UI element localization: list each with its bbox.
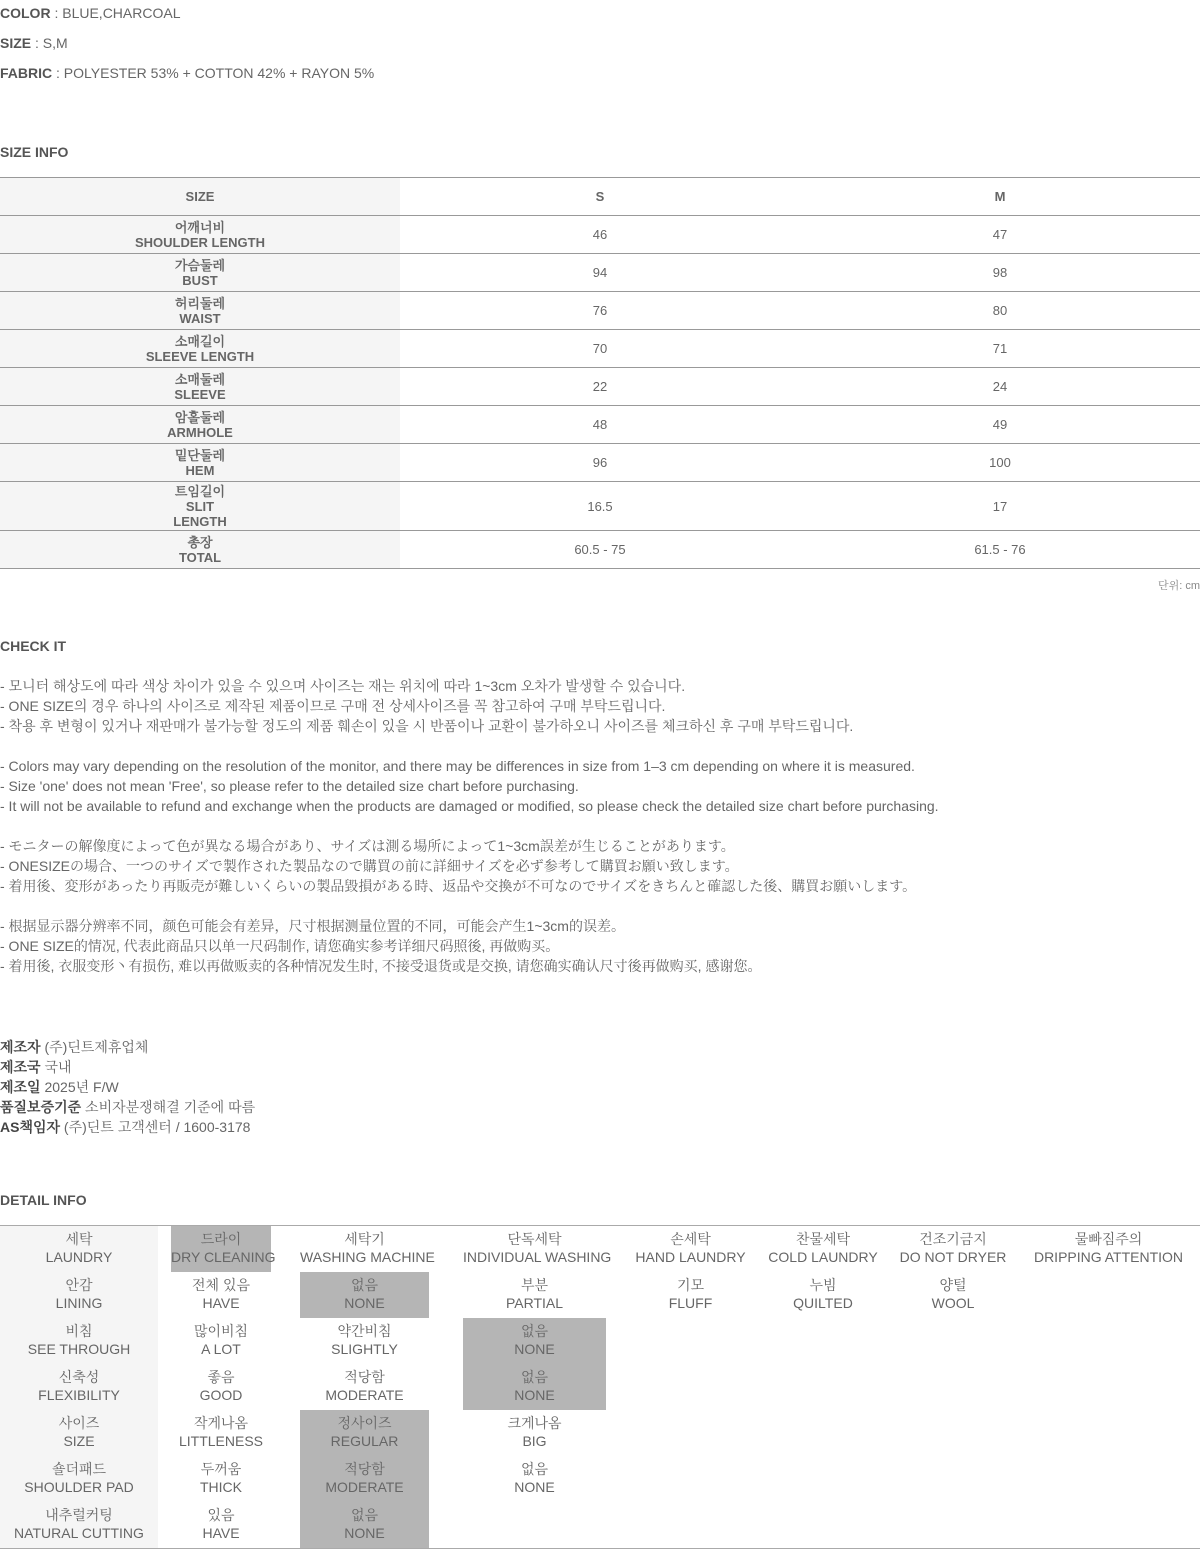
detail-row-label-en: NATURAL CUTTING bbox=[14, 1525, 144, 1541]
detail-option-ko: 있음 bbox=[207, 1507, 235, 1523]
detail-option-ko: 크게나옴 bbox=[507, 1415, 562, 1431]
detail-option-selected bbox=[300, 1410, 429, 1456]
detail-option bbox=[755, 1272, 891, 1318]
detail-row-label-ko: 안감 bbox=[65, 1277, 93, 1293]
detail-option bbox=[755, 1226, 891, 1272]
detail-row-label-ko: 숄더패드 bbox=[51, 1461, 107, 1477]
detail-option bbox=[300, 1318, 429, 1364]
size-row-label-en: ARMHOLE bbox=[167, 424, 233, 440]
size-cell-s: 96 bbox=[400, 444, 800, 482]
detail-option-ko: 전체 있음 bbox=[192, 1277, 250, 1293]
detail-row-label-en: LAUNDRY bbox=[45, 1249, 113, 1265]
size-row-label-en: WAIST bbox=[179, 310, 221, 326]
detail-row-label bbox=[0, 1272, 158, 1318]
maker-manufacturer bbox=[0, 1037, 255, 1057]
detail-row-label bbox=[0, 1456, 158, 1502]
detail-option bbox=[627, 1272, 754, 1318]
maker-date-value: 2025년 F/W bbox=[40, 1079, 119, 1095]
detail-option-en: GOOD bbox=[199, 1387, 243, 1403]
size-cell-s: 94 bbox=[400, 254, 800, 292]
check-it-ko bbox=[0, 676, 853, 736]
detail-row-label-ko: 세탁 bbox=[65, 1231, 93, 1247]
detail-option-selected bbox=[300, 1456, 429, 1502]
maker-quality-value: 소비자분쟁해결 기준에 따름 bbox=[81, 1099, 256, 1115]
size-cell-s: 48 bbox=[400, 406, 800, 444]
check-line: - 모니터 해상도에 따라 색상 차이가 있을 수 있으며 사이즈는 재는 위치에 따라 1~3cm 오차가 발생할 수 있습니다. bbox=[0, 678, 686, 694]
detail-option-selected-en: REGULAR bbox=[330, 1433, 399, 1449]
detail-option-ko: 좋음 bbox=[207, 1369, 235, 1385]
check-line: - 着用後、変形があったり再販売が難しいくらいの製品毀損がある時、返品や交換が不可なのでサイズをきちんと確認した後、購買お願いします。 bbox=[0, 878, 917, 894]
detail-option-selected bbox=[463, 1364, 606, 1410]
size-cell-m: 98 bbox=[800, 254, 1200, 292]
size-row bbox=[0, 254, 1200, 292]
detail-option-selected-ko: 적당함 bbox=[344, 1461, 385, 1477]
check-line: - ONE SIZE的情况, 代表此商品只以单一尺码制作, 请您确实参考详细尺码照後, 再做购买。 bbox=[0, 938, 560, 954]
detail-row-label-en: LINING bbox=[55, 1295, 103, 1311]
detail-option-selected-en: NONE bbox=[514, 1341, 555, 1357]
detail-option bbox=[171, 1456, 271, 1502]
detail-row-label bbox=[0, 1318, 158, 1364]
size-cell-s: 60.5 - 75 bbox=[574, 542, 626, 557]
detail-option bbox=[171, 1318, 271, 1364]
detail-option-ko: 많이비침 bbox=[193, 1323, 249, 1339]
check-it-en bbox=[0, 756, 939, 816]
size-cell-s: 16.5 bbox=[400, 482, 800, 531]
detail-option-en: FLUFF bbox=[668, 1295, 713, 1311]
check-line: - ONESIZEの場合、一つのサイズで製作された製品なので購買の前に詳細サイズを必ず参考して購買お願い致します。 bbox=[0, 858, 739, 874]
size-row-label bbox=[0, 444, 400, 482]
size-row-label-en-2: LENGTH bbox=[173, 513, 227, 529]
detail-option-selected-en: NONE bbox=[344, 1525, 385, 1541]
size-row bbox=[0, 531, 1200, 569]
size-row-label bbox=[0, 482, 400, 531]
maker-as bbox=[0, 1117, 255, 1137]
detail-option bbox=[171, 1410, 271, 1456]
maker-info bbox=[0, 1037, 255, 1137]
detail-option-selected-ko: 없음 bbox=[520, 1323, 549, 1339]
spec-color-label: COLOR bbox=[0, 5, 51, 21]
detail-option bbox=[888, 1272, 1018, 1318]
check-it-ja bbox=[0, 836, 916, 896]
spec-size-label: SIZE bbox=[0, 35, 32, 51]
size-row bbox=[0, 444, 1200, 482]
detail-option-ko: 부분 bbox=[520, 1277, 549, 1293]
detail-option-en: THICK bbox=[200, 1479, 242, 1495]
detail-option bbox=[463, 1410, 606, 1456]
detail-row-label bbox=[0, 1410, 158, 1456]
detail-option-ko: 작게나옴 bbox=[193, 1415, 249, 1431]
detail-option-ko: 적당함 bbox=[344, 1369, 385, 1385]
size-row-label-ko: 소매둘레 bbox=[174, 371, 226, 387]
detail-option-selected-en: DRY CLEANING bbox=[171, 1249, 276, 1265]
detail-option-en: COLD LAUNDRY bbox=[768, 1249, 878, 1265]
size-row-label bbox=[0, 254, 400, 292]
check-line: - ONE SIZE의 경우 하나의 사이즈로 제작된 제품이므로 구매 전 상세사이즈를 꼭 참고하여 구매 부탁드립니다. bbox=[0, 698, 666, 714]
detail-option-ko: 약간비침 bbox=[337, 1323, 392, 1339]
detail-option bbox=[888, 1226, 1018, 1272]
size-cell-m: 17 bbox=[800, 482, 1200, 531]
size-row-label-en: SLIT bbox=[185, 498, 215, 514]
size-cell-s: 70 bbox=[400, 330, 800, 368]
detail-option-ko: 기모 bbox=[676, 1277, 705, 1293]
detail-option-en: NONE bbox=[514, 1479, 555, 1495]
size-row-label bbox=[0, 330, 400, 368]
detail-option-en: WOOL bbox=[931, 1295, 975, 1311]
maker-quality bbox=[0, 1097, 255, 1117]
maker-quality-label: 품질보증기준 bbox=[0, 1099, 82, 1115]
check-line: - 착용 후 변형이 있거나 재판매가 불가능할 정도의 제품 훼손이 있을 시 반품이나 교환이 불가하오니 사이즈를 체크하신 후 구매 부탁드립니다. bbox=[0, 718, 854, 734]
detail-option-selected bbox=[300, 1502, 429, 1548]
detail-option bbox=[300, 1364, 429, 1410]
spec-fabric-label: FABRIC bbox=[0, 65, 53, 81]
detail-option bbox=[171, 1502, 271, 1548]
detail-option-selected-en: MODERATE bbox=[325, 1479, 404, 1495]
detail-row-label-ko: 비침 bbox=[65, 1323, 93, 1339]
detail-option-ko: 손세탁 bbox=[670, 1231, 711, 1247]
detail-option-selected-ko: 없음 bbox=[350, 1277, 379, 1293]
check-line: - 根据显示器分辨率不同，颜色可能会有差异，尺寸根据测量位置的不同，可能会产生1~3cm的误差。 bbox=[0, 918, 625, 934]
maker-manufacturer-value: (주)딘트제휴업체 bbox=[40, 1039, 149, 1055]
size-row-label-ko: 어깨너비 bbox=[174, 219, 226, 235]
detail-option-en: HAVE bbox=[202, 1295, 240, 1311]
detail-option-selected bbox=[463, 1318, 606, 1364]
detail-option-ko: 양털 bbox=[939, 1277, 967, 1293]
detail-option-ko: 없음 bbox=[520, 1461, 549, 1477]
detail-option-en: INDIVIDUAL WASHING bbox=[463, 1249, 612, 1265]
spec-fabric-value: : POLYESTER 53% + COTTON 42% + RAYON 5% bbox=[52, 65, 375, 81]
detail-option-en: A LOT bbox=[201, 1341, 241, 1357]
check-line: - Colors may vary depending on the resolution of the monitor, and there may be differences in size from 1–3 cm depending on where it is measured. bbox=[0, 758, 915, 774]
size-row-label-ko: 허리둘레 bbox=[174, 295, 226, 311]
size-row-label bbox=[0, 368, 400, 406]
detail-option-selected bbox=[171, 1226, 276, 1272]
size-cell-s: 76 bbox=[400, 292, 800, 330]
size-row-label bbox=[0, 216, 400, 254]
detail-option-selected-ko: 없음 bbox=[350, 1507, 379, 1523]
check-it-title: CHECK IT bbox=[0, 638, 67, 654]
size-header-label: SIZE bbox=[0, 178, 400, 216]
size-row-label-ko: 총장 bbox=[187, 534, 213, 550]
size-row-label-ko: 암홀둘레 bbox=[174, 409, 226, 425]
spec-size bbox=[0, 35, 68, 51]
detail-option-en: BIG bbox=[522, 1433, 547, 1449]
detail-option-selected-en: NONE bbox=[344, 1295, 385, 1311]
check-line: - It will not be available to refund and exchange when the products are damaged or modified, so please check the detailed size chart before purchasing. bbox=[0, 798, 939, 814]
detail-row-label-en: SIZE bbox=[63, 1433, 95, 1449]
size-cell-s: 22 bbox=[400, 368, 800, 406]
detail-option-ko: 두꺼움 bbox=[200, 1461, 242, 1477]
size-cell-m: 49 bbox=[800, 406, 1200, 444]
spec-color-value: : BLUE,CHARCOAL bbox=[50, 5, 181, 21]
detail-row-label bbox=[0, 1502, 158, 1548]
maker-country bbox=[0, 1057, 255, 1077]
detail-info-title: DETAIL INFO bbox=[0, 1192, 87, 1208]
maker-country-value: 국내 bbox=[40, 1059, 72, 1075]
size-row-label-en: TOTAL bbox=[178, 549, 222, 565]
detail-option-en: HAVE bbox=[202, 1525, 240, 1541]
size-row-label bbox=[0, 406, 400, 444]
size-header-m: M bbox=[800, 178, 1200, 216]
detail-option bbox=[300, 1226, 435, 1272]
detail-option-ko: 건조기금지 bbox=[919, 1231, 987, 1247]
maker-country-label: 제조국 bbox=[0, 1059, 41, 1075]
detail-option-en: DO NOT DRYER bbox=[899, 1249, 1007, 1265]
size-row bbox=[0, 292, 1200, 330]
maker-date bbox=[0, 1077, 255, 1097]
size-row bbox=[0, 406, 1200, 444]
size-row bbox=[0, 216, 1200, 254]
size-row bbox=[0, 330, 1200, 368]
maker-as-label: AS책임자 bbox=[0, 1119, 61, 1135]
check-line: - 着用後, 衣服变形丶有损伤, 难以再做贩卖的各种情况发生时, 不接受退货或是交换, 请您确实确认尺寸後再做购买, 感谢您。 bbox=[0, 958, 762, 974]
size-row-label-en: BUST bbox=[182, 272, 218, 288]
size-cell-m: 100 bbox=[800, 444, 1200, 482]
detail-row-label-en: FLEXIBILITY bbox=[38, 1387, 120, 1403]
detail-table bbox=[0, 1225, 1200, 1549]
detail-option-ko: 세탁기 bbox=[344, 1231, 385, 1247]
detail-option bbox=[171, 1272, 271, 1318]
size-unit-note: 단위: cm bbox=[1157, 580, 1200, 592]
detail-row-label-ko: 신축성 bbox=[58, 1369, 100, 1385]
detail-option-selected-ko: 정사이즈 bbox=[337, 1415, 392, 1431]
maker-as-value: (주)딘트 고객센터 / 1600-3178 bbox=[60, 1119, 251, 1135]
detail-option-selected-ko: 드라이 bbox=[200, 1231, 242, 1247]
detail-row-label-ko: 사이즈 bbox=[58, 1415, 100, 1431]
detail-option-ko: 누빔 bbox=[809, 1277, 837, 1293]
size-cell-m: 80 bbox=[800, 292, 1200, 330]
size-cell-m: 61.5 - 76 bbox=[974, 542, 1026, 557]
size-row-label-en: SHOULDER LENGTH bbox=[135, 234, 265, 250]
size-row bbox=[0, 368, 1200, 406]
detail-option-en: MODERATE bbox=[325, 1387, 404, 1403]
detail-row-label bbox=[0, 1364, 158, 1410]
detail-option bbox=[171, 1364, 271, 1410]
detail-option bbox=[463, 1272, 606, 1318]
detail-option bbox=[627, 1226, 754, 1272]
detail-row-label-en: SHOULDER PAD bbox=[24, 1479, 134, 1495]
spec-size-value: : S,M bbox=[31, 35, 68, 51]
detail-option-ko: 물빠짐주의 bbox=[1074, 1231, 1143, 1247]
size-table-header bbox=[0, 178, 1200, 216]
size-row-label-ko: 가슴둘레 bbox=[174, 257, 226, 273]
detail-option-ko: 찬물세탁 bbox=[795, 1231, 851, 1247]
size-row-label-en: SLEEVE bbox=[174, 386, 226, 402]
detail-row-label-ko: 내추럴커팅 bbox=[45, 1507, 113, 1523]
size-cell-m: 71 bbox=[800, 330, 1200, 368]
size-cell-m: 47 bbox=[800, 216, 1200, 254]
check-line: - モニターの解像度によって色が異なる場合があり、サイズは測る場所によって1~3cm誤差が生じることがあります。 bbox=[0, 838, 735, 854]
size-row-label-en: HEM bbox=[185, 462, 215, 478]
detail-option-en: QUILTED bbox=[793, 1295, 853, 1311]
size-row-label-ko: 소매길이 bbox=[174, 333, 226, 349]
detail-option-en: HAND LAUNDRY bbox=[635, 1249, 746, 1265]
detail-option bbox=[463, 1226, 612, 1272]
size-info-title: SIZE INFO bbox=[0, 144, 69, 160]
size-row-label-ko: 트임길이 bbox=[174, 483, 226, 499]
size-row-label bbox=[0, 292, 400, 330]
detail-option-selected bbox=[300, 1272, 429, 1318]
detail-option-en: SLIGHTLY bbox=[331, 1341, 398, 1357]
detail-row-label bbox=[0, 1226, 158, 1272]
size-header-s: S bbox=[400, 178, 800, 216]
check-line: - Size 'one' does not mean 'Free', so please refer to the detailed size chart before purchasing. bbox=[0, 778, 579, 794]
size-row-label bbox=[0, 531, 400, 569]
detail-option-ko: 단독세탁 bbox=[507, 1231, 562, 1247]
size-row-label-en: SLEEVE LENGTH bbox=[145, 348, 255, 364]
detail-option-selected-en: NONE bbox=[514, 1387, 555, 1403]
detail-option bbox=[1017, 1226, 1200, 1272]
detail-row-label-en: SEE THROUGH bbox=[27, 1341, 131, 1357]
check-it-zh bbox=[0, 916, 761, 976]
detail-option-en: DRIPPING ATTENTION bbox=[1033, 1249, 1184, 1265]
size-cell-s: 46 bbox=[400, 216, 800, 254]
detail-option-en: LITTLENESS bbox=[178, 1433, 264, 1449]
spec-fabric bbox=[0, 65, 374, 81]
size-row bbox=[0, 482, 1200, 531]
detail-option-en: PARTIAL bbox=[505, 1295, 564, 1311]
detail-option bbox=[463, 1456, 606, 1502]
detail-option-en: WASHING MACHINE bbox=[300, 1249, 435, 1265]
detail-option-selected-ko: 없음 bbox=[520, 1369, 549, 1385]
spec-color bbox=[0, 5, 181, 21]
size-table bbox=[0, 177, 1200, 569]
maker-manufacturer-label: 제조자 bbox=[0, 1039, 41, 1055]
size-row-label-ko: 밑단둘레 bbox=[174, 447, 226, 463]
maker-date-label: 제조일 bbox=[0, 1079, 41, 1095]
size-cell-m: 24 bbox=[800, 368, 1200, 406]
